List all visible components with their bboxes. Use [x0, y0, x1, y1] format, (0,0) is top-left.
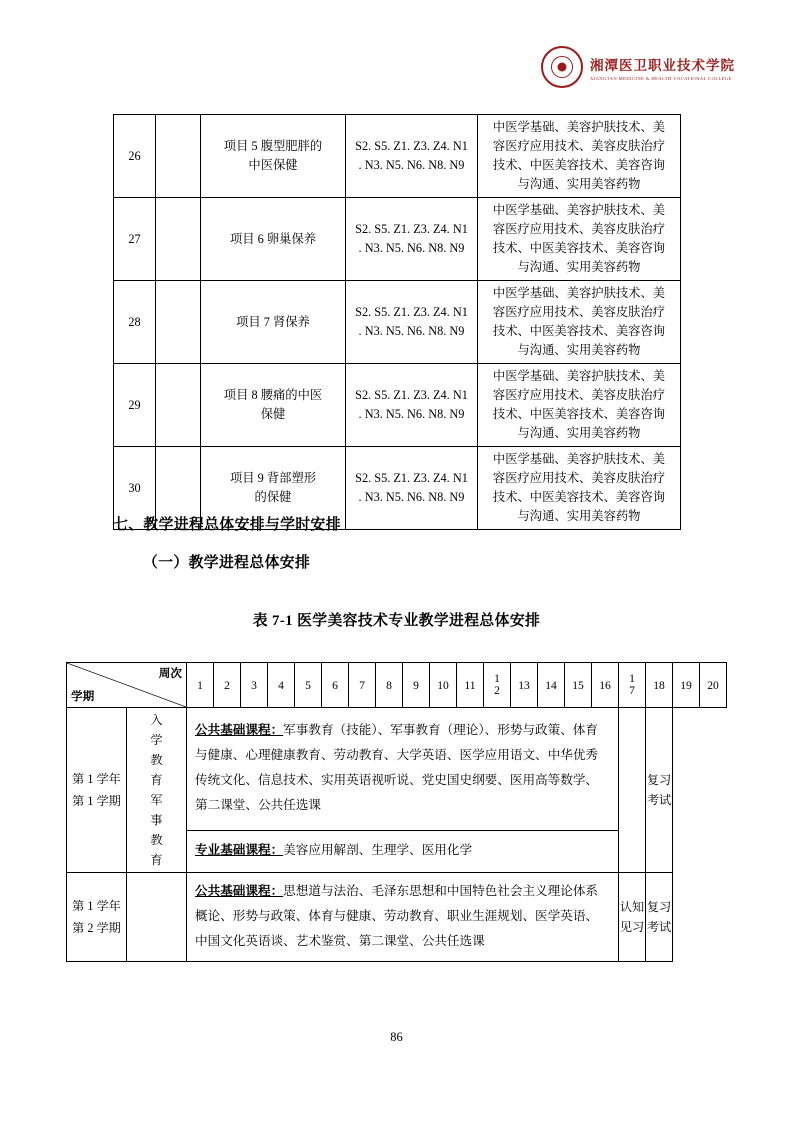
schedule-table-wrapper [66, 662, 727, 962]
course-row-support-courses: 中医学基础、美容护肤技术、美 容医疗应用技术、美容皮肤治疗 技术、中医美容技术、美容咨询 与沟通、实用美容药物 [478, 115, 681, 198]
schedule-header-row [67, 663, 727, 708]
diagonal-divider [67, 663, 186, 707]
course-row-support-courses: 中医学基础、美容护肤技术、美 容医疗应用技术、美容皮肤治疗 技术、中医美容技术、美容咨询 与沟通、实用美容药物 [478, 364, 681, 447]
course-row-blank [156, 198, 201, 281]
schedule-week-number: 18 [646, 663, 673, 708]
schedule-week-number: 5 [295, 663, 322, 708]
schedule-course-block-text: 美容应用解剖、生理学、医用化学 [283, 843, 473, 858]
schedule-week-number: 1 [187, 663, 214, 708]
course-row-name: 项目 6 卵巢保养 [201, 198, 346, 281]
course-row-name: 项目 9 背部塑形 的保健 [201, 447, 346, 530]
table-row [114, 198, 681, 281]
course-row-support-courses: 中医学基础、美容护肤技术、美 容医疗应用技术、美容皮肤治疗 技术、中医美容技术、美容咨询 与沟通、实用美容药物 [478, 447, 681, 530]
table-caption: 表 7-1 医学美容技术专业教学进程总体安排 [252, 613, 541, 629]
schedule-course-block [187, 708, 619, 831]
logo-text [590, 54, 735, 81]
course-row-number: 27 [114, 198, 156, 281]
schedule-review-exam-cell: 复习 考试 [646, 873, 673, 962]
course-row-blank [156, 364, 201, 447]
course-list-table-wrapper [113, 114, 680, 530]
course-row-code: S2. S5. Z1. Z3. Z4. N1 . N3. N5. N6. N8. N9 [346, 281, 478, 364]
schedule-week-number: 10 [430, 663, 457, 708]
schedule-week-number: 1 2 [484, 663, 511, 708]
schedule-term-label: 第 1 学年 第 2 学期 [67, 873, 127, 962]
schedule-orientation-activity: 入 学 教 育 军 事 教 育 [127, 708, 187, 873]
schedule-table [66, 662, 727, 962]
schedule-week-number: 9 [403, 663, 430, 708]
schedule-course-block-label: 公共基础课程： [195, 723, 284, 738]
subsection-heading: （一）教学进程总体安排 [143, 555, 311, 571]
schedule-week19-cell: 认知 见习 [619, 873, 646, 962]
schedule-week-number: 15 [565, 663, 592, 708]
course-row-number: 29 [114, 364, 156, 447]
course-row-blank [156, 115, 201, 198]
schedule-corner-term-label: 学期 [71, 690, 95, 703]
table-row [67, 873, 727, 962]
schedule-week-number: 8 [376, 663, 403, 708]
course-row-code: S2. S5. Z1. Z3. Z4. N1 . N3. N5. N6. N8. N9 [346, 447, 478, 530]
course-row-number: 30 [114, 447, 156, 530]
schedule-week-number: 13 [511, 663, 538, 708]
schedule-week-number: 7 [349, 663, 376, 708]
course-row-support-courses: 中医学基础、美容护肤技术、美 容医疗应用技术、美容皮肤治疗 技术、中医美容技术、美容咨询 与沟通、实用美容药物 [478, 198, 681, 281]
table-row [114, 364, 681, 447]
schedule-week-number: 4 [268, 663, 295, 708]
schedule-week-number: 14 [538, 663, 565, 708]
seal-icon [541, 46, 583, 88]
schedule-week-number: 1 7 [619, 663, 646, 708]
schedule-orientation-activity [127, 873, 187, 962]
table-row [114, 115, 681, 198]
schedule-course-block [187, 830, 619, 872]
course-row-blank [156, 281, 201, 364]
logo-name-cn: 湘潭医卫职业技术学院 [590, 57, 735, 73]
course-row-code: S2. S5. Z1. Z3. Z4. N1 . N3. N5. N6. N8. N9 [346, 364, 478, 447]
course-row-number: 28 [114, 281, 156, 364]
schedule-week19-cell [619, 708, 646, 873]
course-row-code: S2. S5. Z1. Z3. Z4. N1 . N3. N5. N6. N8. N9 [346, 115, 478, 198]
schedule-week-number: 19 [673, 663, 700, 708]
schedule-week-number: 6 [322, 663, 349, 708]
course-row-code: S2. S5. Z1. Z3. Z4. N1 . N3. N5. N6. N8. N9 [346, 198, 478, 281]
course-row-name: 项目 5 腹型肥胖的 中医保健 [201, 115, 346, 198]
schedule-week-number: 20 [700, 663, 727, 708]
course-row-number: 26 [114, 115, 156, 198]
logo-name-en: XIANGTAN MEDICINE & HEALTH VOCATIONAL COLLEGE [590, 75, 732, 81]
course-row-support-courses: 中医学基础、美容护肤技术、美 容医疗应用技术、美容皮肤治疗 技术、中医美容技术、美容咨询 与沟通、实用美容药物 [478, 281, 681, 364]
course-row-name: 项目 7 肾保养 [201, 281, 346, 364]
schedule-review-exam-cell: 复习 考试 [646, 708, 673, 873]
schedule-course-block [187, 873, 619, 962]
college-logo [541, 46, 735, 88]
schedule-course-block-label: 公共基础课程： [195, 884, 284, 898]
schedule-week-number: 3 [241, 663, 268, 708]
schedule-corner-header [67, 663, 187, 708]
schedule-course-block-text: 军事教育（技能）、军事教育（理论）、形势与政策、体育与健康、心理健康教育、劳动教育、大学英语、医学应用语文、中华优秀传统文化、信息技术、实用英语视听说、党史国史纲要、医用高等数学、第二课堂、公共任选课 [195, 723, 598, 813]
course-list-table [113, 114, 681, 530]
schedule-corner-week-label: 周次 [158, 667, 182, 680]
table-row [67, 708, 727, 831]
schedule-term-label: 第 1 学年 第 1 学期 [67, 708, 127, 873]
section-heading: 七、教学进程总体安排与学时安排 [113, 517, 341, 533]
table-row [114, 281, 681, 364]
schedule-course-block-text: 思想道与法治、毛泽东思想和中国特色社会主义理论体系概论、形势与政策、体育与健康、劳动教育、职业生涯规划、医学英语、中国文化英语谈、艺术鉴赏、第二课堂、公共任选课 [195, 884, 598, 948]
page-number: 86 [390, 1030, 403, 1044]
course-row-name: 项目 8 腰痛的中医 保健 [201, 364, 346, 447]
schedule-course-block-label: 专业基础课程： [195, 843, 284, 858]
schedule-week-number: 2 [214, 663, 241, 708]
schedule-week-number: 16 [592, 663, 619, 708]
schedule-week-number: 11 [457, 663, 484, 708]
